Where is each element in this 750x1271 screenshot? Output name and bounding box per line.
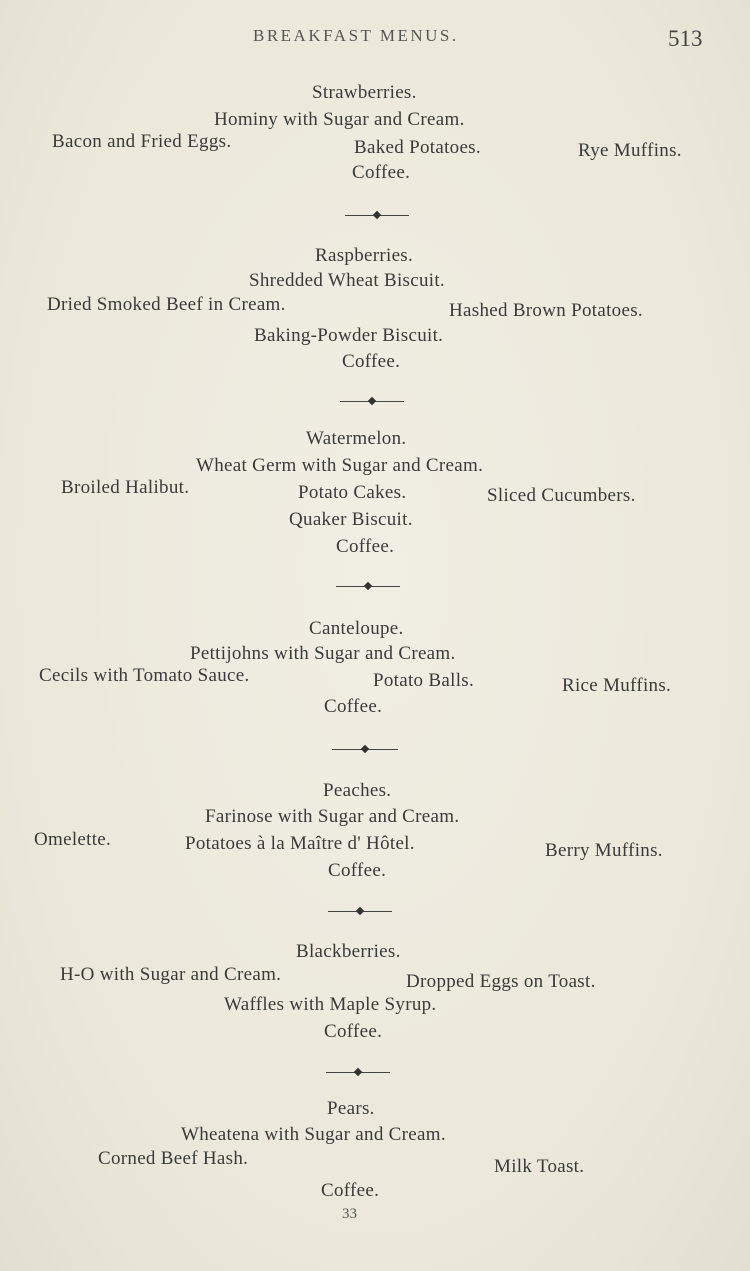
signature-mark: 33 (342, 1206, 357, 1222)
menu-5-drink: Coffee. (328, 860, 387, 881)
menu-6-cereal: H-O with Sugar and Cream. (60, 964, 282, 985)
menu-4-drink: Coffee. (324, 696, 383, 717)
menu-4-fruit: Canteloupe. (309, 618, 404, 639)
menu-3-side: Potato Cakes. (298, 482, 407, 503)
menu-2-cereal: Shredded Wheat Biscuit. (249, 270, 445, 291)
menu-separator (345, 211, 409, 221)
menu-3-drink: Coffee. (336, 536, 395, 557)
menu-separator (336, 582, 400, 592)
menu-2-fruit: Raspberries. (315, 245, 414, 266)
menu-2-bread: Baking-Powder Biscuit. (254, 325, 444, 346)
menu-1-fruit: Strawberries. (312, 82, 417, 103)
menu-6-fruit: Blackberries. (296, 941, 401, 962)
menu-3-fruit: Watermelon. (306, 428, 407, 449)
running-head: BREAKFAST MENUS. (253, 26, 459, 45)
menu-6-main: Dropped Eggs on Toast. (406, 971, 596, 992)
page-number: 513 (668, 26, 703, 51)
menu-2-side: Hashed Brown Potatoes. (449, 300, 643, 321)
menu-5-main: Omelette. (34, 829, 112, 850)
menu-7-fruit: Pears. (327, 1098, 375, 1119)
menu-1-cereal: Hominy with Sugar and Cream. (214, 109, 465, 130)
menu-7-bread: Milk Toast. (494, 1156, 585, 1177)
menu-5-bread: Berry Muffins. (545, 840, 663, 861)
menu-3-cereal: Wheat Germ with Sugar and Cream. (196, 455, 484, 476)
menu-3-main: Broiled Halibut. (61, 477, 190, 498)
menu-separator (328, 907, 392, 917)
menu-7-cereal: Wheatena with Sugar and Cream. (181, 1124, 446, 1145)
menu-4-side: Potato Balls. (373, 670, 475, 691)
menu-1-main: Bacon and Fried Eggs. (52, 131, 232, 152)
menu-6-bread: Waffles with Maple Syrup. (224, 994, 437, 1015)
menu-7-main: Corned Beef Hash. (98, 1148, 249, 1169)
menu-3-bread: Quaker Biscuit. (289, 509, 413, 530)
menu-3-extra: Sliced Cucumbers. (487, 485, 636, 506)
menu-4-bread: Rice Muffins. (562, 675, 672, 696)
menu-6-drink: Coffee. (324, 1021, 383, 1042)
menu-5-fruit: Peaches. (323, 780, 392, 801)
menu-1-side: Baked Potatoes. (354, 137, 481, 158)
menu-separator (326, 1068, 390, 1078)
menu-5-side: Potatoes à la Maître d' Hôtel. (185, 833, 415, 854)
menu-1-drink: Coffee. (352, 162, 411, 183)
menu-7-drink: Coffee. (321, 1180, 380, 1201)
menu-5-cereal: Farinose with Sugar and Cream. (205, 806, 460, 827)
menu-2-drink: Coffee. (342, 351, 401, 372)
menu-1-bread: Rye Muffins. (578, 140, 682, 161)
menu-separator (340, 397, 404, 407)
menu-2-main: Dried Smoked Beef in Cream. (47, 294, 286, 315)
menu-4-cereal: Pettijohns with Sugar and Cream. (190, 643, 456, 664)
menu-4-main: Cecils with Tomato Sauce. (39, 665, 250, 686)
menu-separator (332, 745, 398, 755)
